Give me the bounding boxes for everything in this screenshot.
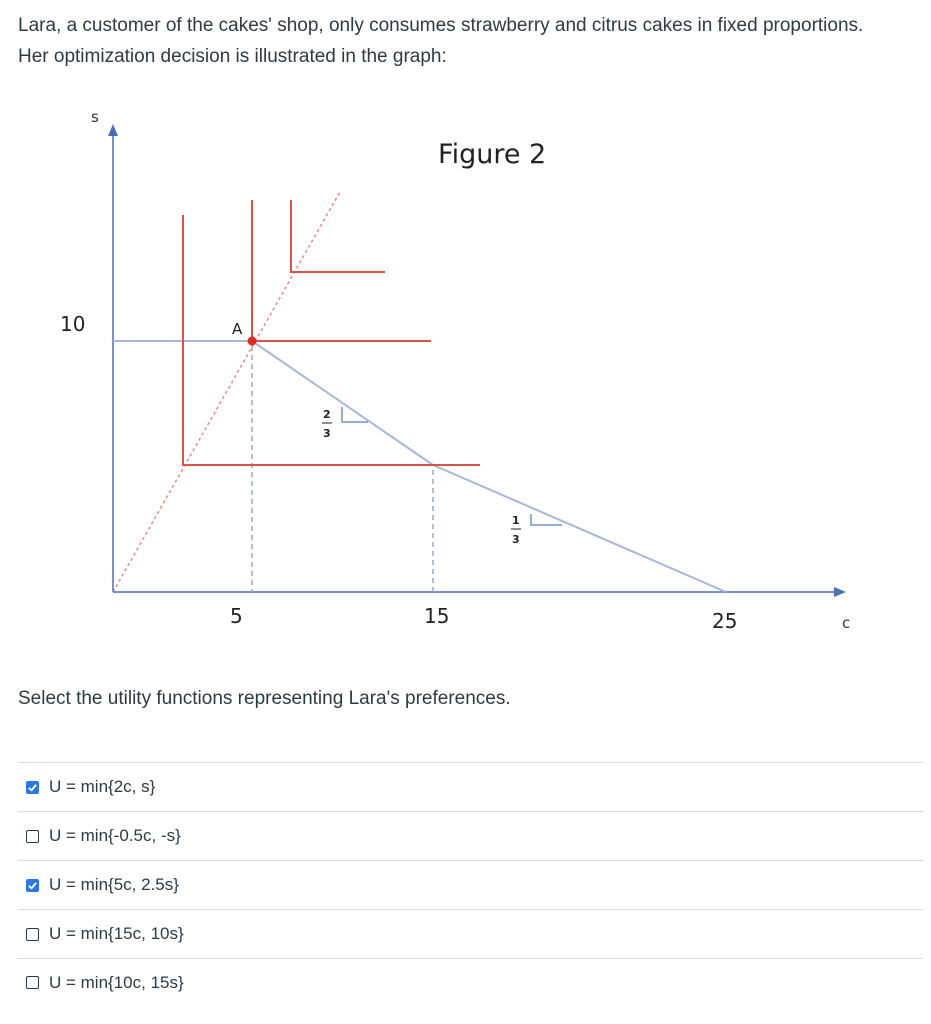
intro-line-2: Her optimization decision is illustrated in the graph: (18, 46, 447, 67)
x-tick-label: 25 (712, 609, 738, 633)
checkmark-icon (27, 782, 38, 793)
budget-line-lower (433, 465, 726, 592)
slope-lower-numerator: 1 (512, 514, 520, 527)
option-label: U = min{5c, 2.5s} (49, 875, 179, 894)
budget-line-upper (252, 341, 433, 465)
expansion-path-ray (113, 190, 341, 592)
y-axis-label: s (91, 108, 99, 126)
answer-option[interactable] (18, 762, 923, 811)
slope-upper-denominator: 3 (323, 427, 331, 440)
checkbox[interactable] (26, 830, 39, 843)
option-label: U = min{2c, s} (49, 777, 156, 796)
x-tick-label: 15 (424, 604, 450, 628)
answer-option[interactable] (18, 811, 923, 860)
intro-line-1: Lara, a customer of the cakes' shop, only consumes strawberry and citrus cakes in fixed proportions. (18, 15, 864, 36)
option-label: U = min{-0.5c, -s} (49, 826, 181, 845)
checkbox[interactable] (26, 928, 39, 941)
point-a-label: A (232, 320, 243, 338)
checkmark-icon (27, 880, 38, 891)
x-axis-label: c (842, 614, 851, 632)
question-prompt: Select the utility functions representing Lara's preferences. (18, 688, 511, 709)
checkbox[interactable] (26, 781, 39, 794)
figure-title: Figure 2 (438, 139, 547, 170)
checkbox[interactable] (26, 976, 39, 989)
answer-option[interactable] (18, 909, 923, 958)
answer-options (18, 762, 923, 1007)
answer-option[interactable] (18, 958, 923, 1007)
option-label: U = min{10c, 15s} (49, 972, 184, 992)
checkbox[interactable] (26, 879, 39, 892)
x-tick-label: 5 (230, 604, 243, 628)
slope-triangle-upper (342, 407, 368, 422)
slope-upper-numerator: 2 (323, 408, 331, 421)
slope-lower-denominator: 3 (512, 533, 520, 546)
answer-option[interactable] (18, 860, 923, 909)
indifference-curve-high (291, 200, 385, 272)
x-axis-arrow-icon (834, 587, 846, 597)
indifference-curve-mid (252, 200, 431, 341)
optimal-point-a (248, 337, 257, 346)
y-tick-label: 10 (60, 312, 86, 336)
option-label: U = min{15c, 10s} (49, 924, 184, 943)
y-axis-arrow-icon (108, 124, 118, 136)
